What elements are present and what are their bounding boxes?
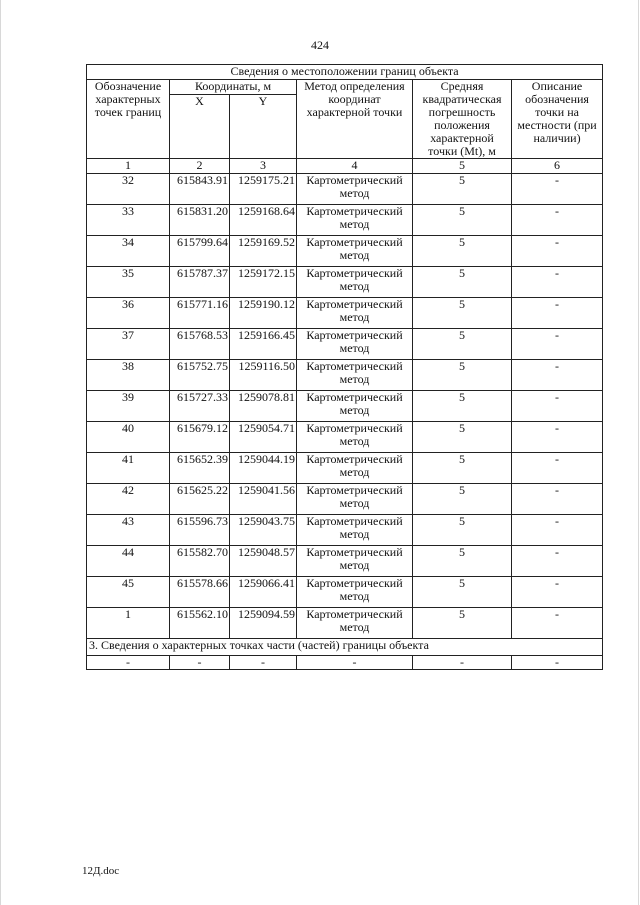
cell-desc: - xyxy=(512,205,603,236)
cell-error: 5 xyxy=(413,205,512,236)
cell-method: Картометрический метод xyxy=(297,360,413,391)
cell-point: 1 xyxy=(87,608,170,639)
cell-error: 5 xyxy=(413,329,512,360)
cell-y: 1259166.45 xyxy=(230,329,297,360)
cell-y: 1259116.50 xyxy=(230,360,297,391)
cell-x: 615768.53 xyxy=(170,329,230,360)
cell-desc: - xyxy=(512,391,603,422)
table-row xyxy=(87,174,603,205)
cell-point: 41 xyxy=(87,453,170,484)
cell-y: 1259168.64 xyxy=(230,205,297,236)
cell-desc: - xyxy=(512,174,603,205)
cell-x: 615582.70 xyxy=(170,546,230,577)
cell-method: Картометрический метод xyxy=(297,391,413,422)
cell-point: 44 xyxy=(87,546,170,577)
cell-y: 1259041.56 xyxy=(230,484,297,515)
table-row xyxy=(87,453,603,484)
header-point: Обозначение характерных точек границ xyxy=(87,80,170,159)
cell-y: 1259078.81 xyxy=(230,391,297,422)
file-name-footer: 12Д.doc xyxy=(82,865,120,877)
table-row xyxy=(87,546,603,577)
table-row xyxy=(87,329,603,360)
cell-y: 1259172.15 xyxy=(230,267,297,298)
cell-y: 1259169.52 xyxy=(230,236,297,267)
cell-error: 5 xyxy=(413,453,512,484)
cell-method: Картометрический метод xyxy=(297,515,413,546)
cell-method: Картометрический метод xyxy=(297,236,413,267)
cell-desc: - xyxy=(512,360,603,391)
cell-y: 1259054.71 xyxy=(230,422,297,453)
cell-x: 615843.91 xyxy=(170,174,230,205)
column-number: 1 xyxy=(87,159,170,174)
section3-title: 3. Сведения о характерных точках части (частей) границы объекта xyxy=(87,639,603,656)
cell-error: 5 xyxy=(413,608,512,639)
cell-error: 5 xyxy=(413,236,512,267)
header-error: Средняя квадратическая погрешность положения характерной точки (Mt), м xyxy=(413,80,512,159)
table-row xyxy=(87,391,603,422)
table-row xyxy=(87,484,603,515)
cell-desc: - xyxy=(512,608,603,639)
table-row xyxy=(87,236,603,267)
cell-y: 1259066.41 xyxy=(230,577,297,608)
section3-cell: - xyxy=(512,656,603,670)
cell-method: Картометрический метод xyxy=(297,422,413,453)
page-number: 424 xyxy=(311,38,329,52)
cell-desc: - xyxy=(512,546,603,577)
cell-method: Картометрический метод xyxy=(297,329,413,360)
cell-desc: - xyxy=(512,236,603,267)
cell-x: 615771.16 xyxy=(170,298,230,329)
section3-cell: - xyxy=(413,656,512,670)
cell-point: 37 xyxy=(87,329,170,360)
cell-error: 5 xyxy=(413,267,512,298)
table-row xyxy=(87,205,603,236)
cell-x: 615562.10 xyxy=(170,608,230,639)
header-coords: Координаты, м xyxy=(170,80,297,95)
cell-x: 615799.64 xyxy=(170,236,230,267)
cell-x: 615787.37 xyxy=(170,267,230,298)
cell-method: Картометрический метод xyxy=(297,298,413,329)
section3-cell: - xyxy=(170,656,230,670)
table-title: Сведения о местоположении границ объекта xyxy=(87,65,603,80)
table-row xyxy=(87,577,603,608)
column-number: 2 xyxy=(170,159,230,174)
cell-point: 45 xyxy=(87,577,170,608)
cell-point: 38 xyxy=(87,360,170,391)
cell-error: 5 xyxy=(413,360,512,391)
table-row xyxy=(87,298,603,329)
cell-point: 39 xyxy=(87,391,170,422)
cell-method: Картометрический метод xyxy=(297,484,413,515)
cell-desc: - xyxy=(512,515,603,546)
cell-method: Картометрический метод xyxy=(297,546,413,577)
cell-x: 615652.39 xyxy=(170,453,230,484)
cell-error: 5 xyxy=(413,484,512,515)
cell-error: 5 xyxy=(413,391,512,422)
cell-desc: - xyxy=(512,329,603,360)
column-number: 5 xyxy=(413,159,512,174)
section3-row xyxy=(87,656,603,670)
cell-error: 5 xyxy=(413,515,512,546)
cell-point: 35 xyxy=(87,267,170,298)
cell-error: 5 xyxy=(413,546,512,577)
cell-method: Картометрический метод xyxy=(297,205,413,236)
cell-y: 1259190.12 xyxy=(230,298,297,329)
cell-method: Картометрический метод xyxy=(297,453,413,484)
column-numbers-row xyxy=(87,159,603,174)
cell-x: 615727.33 xyxy=(170,391,230,422)
cell-x: 615596.73 xyxy=(170,515,230,546)
cell-method: Картометрический метод xyxy=(297,267,413,298)
section3-cell: - xyxy=(297,656,413,670)
header-description: Описание обозначения точки на местности (при наличии) xyxy=(512,80,603,159)
cell-y: 1259175.21 xyxy=(230,174,297,205)
cell-error: 5 xyxy=(413,577,512,608)
table-row xyxy=(87,422,603,453)
cell-y: 1259044.19 xyxy=(230,453,297,484)
cell-x: 615578.66 xyxy=(170,577,230,608)
section3-cell: - xyxy=(230,656,297,670)
cell-point: 36 xyxy=(87,298,170,329)
header-y: Y xyxy=(230,94,297,158)
cell-y: 1259094.59 xyxy=(230,608,297,639)
table-row xyxy=(87,515,603,546)
cell-desc: - xyxy=(512,298,603,329)
header-method: Метод определения координат характерной точки xyxy=(297,80,413,159)
cell-error: 5 xyxy=(413,298,512,329)
cell-y: 1259043.75 xyxy=(230,515,297,546)
cell-point: 34 xyxy=(87,236,170,267)
column-number: 3 xyxy=(230,159,297,174)
column-number: 4 xyxy=(297,159,413,174)
cell-x: 615831.20 xyxy=(170,205,230,236)
cell-x: 615752.75 xyxy=(170,360,230,391)
cell-desc: - xyxy=(512,577,603,608)
cell-desc: - xyxy=(512,422,603,453)
section3-cell: - xyxy=(87,656,170,670)
cell-error: 5 xyxy=(413,174,512,205)
cell-method: Картометрический метод xyxy=(297,577,413,608)
header-x: X xyxy=(170,94,230,158)
table-row xyxy=(87,267,603,298)
table-row xyxy=(87,360,603,391)
cell-point: 32 xyxy=(87,174,170,205)
cell-method: Картометрический метод xyxy=(297,174,413,205)
cell-method: Картометрический метод xyxy=(297,608,413,639)
table-row xyxy=(87,608,603,639)
cell-y: 1259048.57 xyxy=(230,546,297,577)
cell-point: 33 xyxy=(87,205,170,236)
boundary-table xyxy=(86,64,603,670)
column-number: 6 xyxy=(512,159,603,174)
cell-desc: - xyxy=(512,484,603,515)
cell-x: 615679.12 xyxy=(170,422,230,453)
cell-point: 40 xyxy=(87,422,170,453)
cell-point: 43 xyxy=(87,515,170,546)
cell-desc: - xyxy=(512,267,603,298)
cell-x: 615625.22 xyxy=(170,484,230,515)
cell-desc: - xyxy=(512,453,603,484)
cell-point: 42 xyxy=(87,484,170,515)
cell-error: 5 xyxy=(413,422,512,453)
